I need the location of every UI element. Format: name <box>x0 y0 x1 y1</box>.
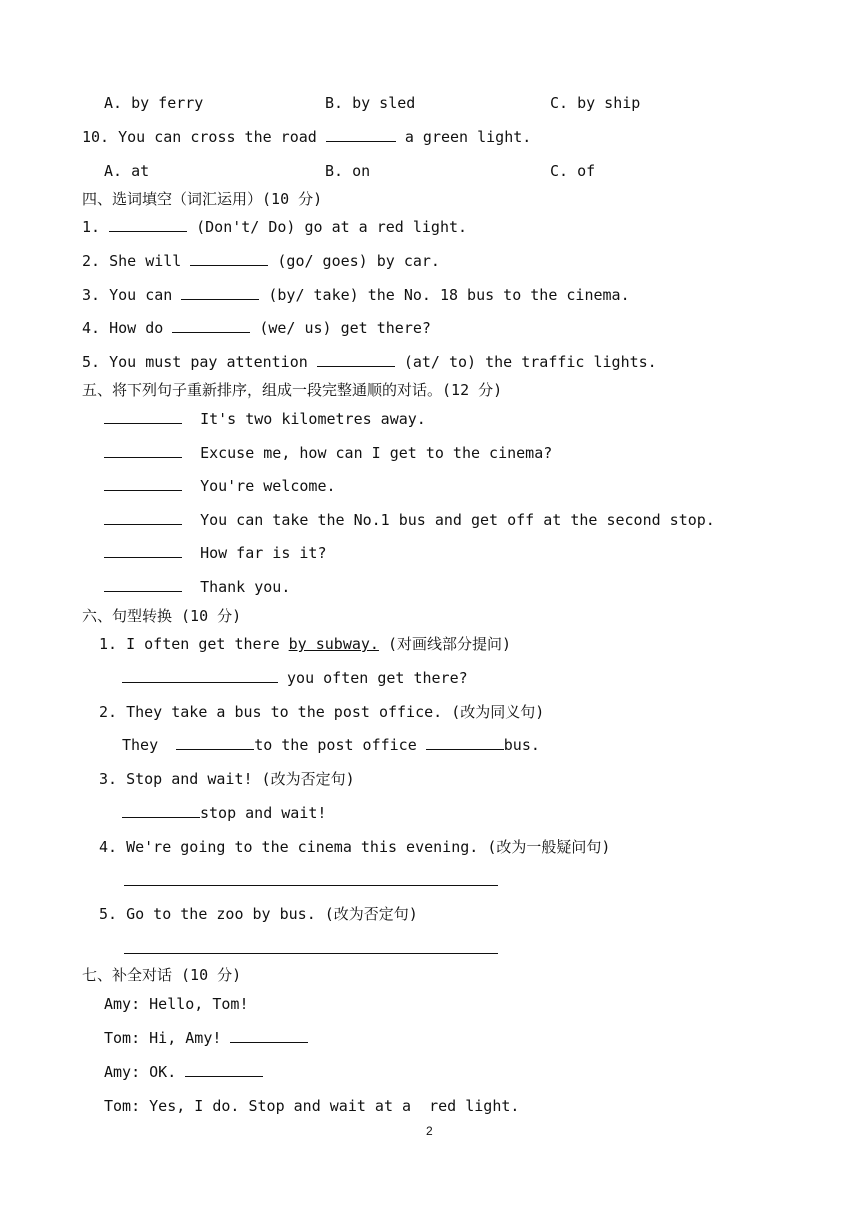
q10-option-b: B. on <box>325 162 371 180</box>
q9-option-c: C. by ship <box>550 94 641 112</box>
sec4-item-2-post: (go/ goes) by car. <box>268 252 440 270</box>
sec6-q1-pre: 1. I often get there <box>99 635 289 653</box>
dialog-line-2-text: Tom: Hi, Amy! <box>104 1029 231 1047</box>
page-number: 2 <box>426 1124 433 1138</box>
sec4-blank-1[interactable] <box>109 217 187 232</box>
sec6-q2-answer <box>122 735 540 755</box>
q10-option-c: C. of <box>550 162 596 180</box>
sec4-blank-4[interactable] <box>172 318 250 333</box>
sec4-item-5-pre: 5. You must pay attention <box>82 353 317 371</box>
sec5-blank-3[interactable] <box>104 476 182 491</box>
dialog-line-3-text: Amy: OK. <box>104 1063 186 1081</box>
sec5-item-3 <box>104 476 336 496</box>
sec5-blank-2[interactable] <box>104 443 182 458</box>
sec4-blank-3[interactable] <box>181 285 259 300</box>
sec5-item-5 <box>104 543 327 563</box>
q10-option-a: A. at <box>104 162 150 180</box>
sec4-item-4-post: (we/ us) get there? <box>250 319 431 337</box>
sec6-q2-a-mid: to the post office <box>254 736 426 754</box>
sec5-blank-4[interactable] <box>104 510 182 525</box>
sec4-item-5-post: (at/ to) the traffic lights. <box>394 353 657 371</box>
q10-stem <box>82 127 531 147</box>
q10-blank[interactable] <box>326 127 396 142</box>
sec6-q3-blank[interactable] <box>122 803 200 818</box>
sec6-q2-a-pre: They <box>122 736 177 754</box>
sec6-q4: 4. We're going to the cinema this evening. (改为一般疑问句) <box>99 838 611 856</box>
sec5-blank-1[interactable] <box>104 409 182 424</box>
sec5-blank-6[interactable] <box>104 577 182 592</box>
sec5-item-6-text: Thank you. <box>200 578 291 596</box>
q9-option-a: A. by ferry <box>104 94 204 112</box>
q9-option-b: B. by sled <box>325 94 416 112</box>
sec4-item-1-pre: 1. <box>82 218 110 236</box>
section-4-title: 四、选词填空（词汇运用）(10 分) <box>82 190 323 208</box>
sec5-item-2-text: Excuse me, how can I get to the cinema? <box>200 444 553 462</box>
dialog-blank-2[interactable] <box>185 1062 263 1077</box>
sec6-q5-answer-line[interactable] <box>124 953 498 954</box>
sec4-item-5 <box>82 352 657 372</box>
sec6-q2-blank-2[interactable] <box>426 735 504 750</box>
sec5-item-4-text: You can take the No.1 bus and get off at the second stop. <box>200 511 715 529</box>
sec5-item-3-text: You're welcome. <box>200 477 336 495</box>
dialog-line-3 <box>104 1062 263 1082</box>
dialog-line-4: Tom: Yes, I do. Stop and wait at a red light. <box>104 1097 520 1115</box>
sec5-item-6 <box>104 577 290 597</box>
sec6-q2-a-post: bus. <box>503 736 540 754</box>
sec4-blank-2[interactable] <box>190 251 268 266</box>
section-5-title: 五、将下列句子重新排序，组成一段完整通顺的对话。(12 分) <box>82 381 503 399</box>
sec6-q5: 5. Go to the zoo by bus. (改为否定句) <box>99 905 418 923</box>
section-6-title: 六、句型转换 (10 分) <box>82 607 242 625</box>
section-7-title: 七、补全对话 (10 分) <box>82 966 242 984</box>
sec6-q4-answer-line[interactable] <box>124 885 498 886</box>
sec6-q1-post: (对画线部分提问) <box>378 635 512 653</box>
sec4-item-3-pre: 3. You can <box>82 286 182 304</box>
sec6-q3-answer <box>122 803 326 823</box>
sec6-q1-answer-text: you often get there? <box>278 669 468 687</box>
q10-stem-post: a green light. <box>395 128 532 146</box>
sec4-item-3 <box>82 285 630 305</box>
sec6-q1-answer <box>122 668 468 688</box>
sec6-q1-underlined: by subway. <box>288 635 379 653</box>
sec4-item-1-post: (Don't/ Do) go at a red light. <box>187 218 468 236</box>
sec4-item-4 <box>82 318 431 338</box>
sec6-q3: 3. Stop and wait! (改为否定句) <box>99 770 355 788</box>
sec6-q2-blank-1[interactable] <box>176 735 254 750</box>
sec6-q2: 2. They take a bus to the post office. (改为同义句) <box>99 703 545 721</box>
sec4-item-2 <box>82 251 440 271</box>
sec6-q1 <box>99 634 511 654</box>
sec4-item-1 <box>82 217 467 237</box>
sec5-blank-5[interactable] <box>104 543 182 558</box>
sec4-item-4-pre: 4. How do <box>82 319 173 337</box>
sec6-q1-blank[interactable] <box>122 668 278 683</box>
dialog-line-1: Amy: Hello, Tom! <box>104 995 249 1013</box>
dialog-line-2 <box>104 1028 308 1048</box>
sec6-q3-a-post: stop and wait! <box>200 804 327 822</box>
q10-stem-pre: 10. You can cross the road <box>82 128 326 146</box>
sec5-item-4 <box>104 510 715 530</box>
sec5-item-1 <box>104 409 426 429</box>
dialog-blank-1[interactable] <box>230 1028 308 1043</box>
sec5-item-1-text: It's two kilometres away. <box>200 410 426 428</box>
sec4-item-3-post: (by/ take) the No. 18 bus to the cinema. <box>259 286 630 304</box>
sec4-blank-5[interactable] <box>317 352 395 367</box>
sec4-item-2-pre: 2. She will <box>82 252 191 270</box>
sec5-item-2 <box>104 443 552 463</box>
sec5-item-5-text: How far is it? <box>200 544 327 562</box>
